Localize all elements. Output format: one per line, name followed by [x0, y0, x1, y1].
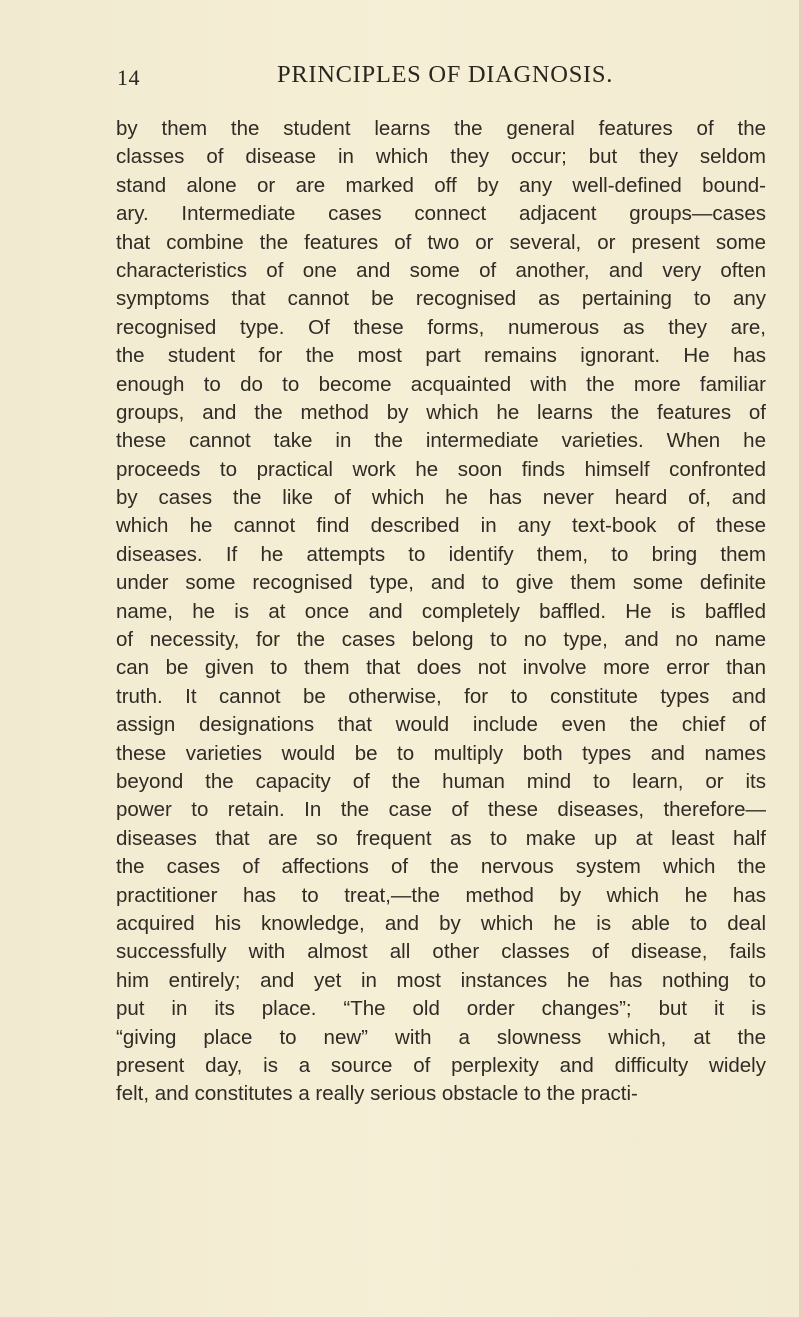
text-line: classes of disease in which they occur; but they seldom	[116, 145, 766, 169]
text-line: assign designations that would include even the chief of	[116, 713, 766, 737]
text-line: groups, and the method by which he learns the features of	[116, 400, 766, 424]
text-line: beyond the capacity of the human mind to learn, or its	[116, 769, 766, 793]
text-line: truth. It cannot be otherwise, for to constitute types and	[116, 684, 766, 708]
text-line: diseases that are so frequent as to make up at least half	[116, 826, 766, 850]
text-line: these cannot take in the intermediate varieties. When he	[116, 429, 766, 453]
text-line: the student for the most part remains ignorant. He has	[116, 344, 766, 368]
text-line: put in its place. “The old order changes”; but it is	[116, 997, 766, 1021]
text-line: recognised type. Of these forms, numerous as they are,	[116, 315, 766, 339]
text-line: by cases the like of which he has never heard of, and	[116, 486, 766, 510]
text-line: stand alone or are marked off by any well-defined bound-	[116, 173, 766, 197]
text-line: these varieties would be to multiply both types and names	[116, 741, 766, 765]
text-line: present day, is a source of perplexity and difficulty widely	[116, 1053, 766, 1077]
text-line: power to retain. In the case of these diseases, therefore—	[116, 798, 766, 822]
text-line: which he cannot find described in any text-book of these	[116, 514, 766, 538]
running-title: PRINCIPLES OF DIAGNOSIS.	[277, 61, 614, 88]
text-line: successfully with almost all other classes of disease, fails	[116, 940, 766, 964]
text-line: diseases. If he attempts to identify them, to bring them	[116, 542, 766, 566]
text-line: under some recognised type, and to give them some definite	[116, 571, 766, 595]
page-number: 14	[117, 65, 140, 90]
text-line: ary. Intermediate cases connect adjacent groups—cases	[116, 202, 766, 226]
page-header	[0, 61, 801, 93]
text-line: that combine the features of two or several, or present some	[116, 230, 766, 254]
text-line: him entirely; and yet in most instances he has nothing to	[116, 968, 766, 992]
text-line: practitioner has to treat,—the method by which he has	[116, 883, 766, 907]
text-line: symptoms that cannot be recognised as pertaining to any	[116, 287, 766, 311]
text-line: of necessity, for the cases belong to no type, and no name	[116, 628, 766, 652]
text-line: enough to do to become acquainted with the more familiar	[116, 372, 766, 396]
text-line: name, he is at once and completely baffled. He is baffled	[116, 599, 766, 623]
text-line: by them the student learns the general features of the	[116, 117, 766, 140]
text-line: acquired his knowledge, and by which he is able to deal	[116, 911, 766, 935]
text-line: felt, and constitutes a really serious obstacle to the practi-	[116, 1082, 638, 1106]
text-line: can be given to them that does not involve more error than	[116, 656, 766, 680]
text-line: “giving place to new” with a slowness which, at the	[116, 1025, 766, 1049]
text-line: characteristics of one and some of another, and very often	[116, 258, 766, 282]
body-text	[116, 115, 766, 1109]
text-line: proceeds to practical work he soon finds himself confronted	[116, 457, 766, 481]
text-line: the cases of affections of the nervous system which the	[116, 855, 766, 879]
